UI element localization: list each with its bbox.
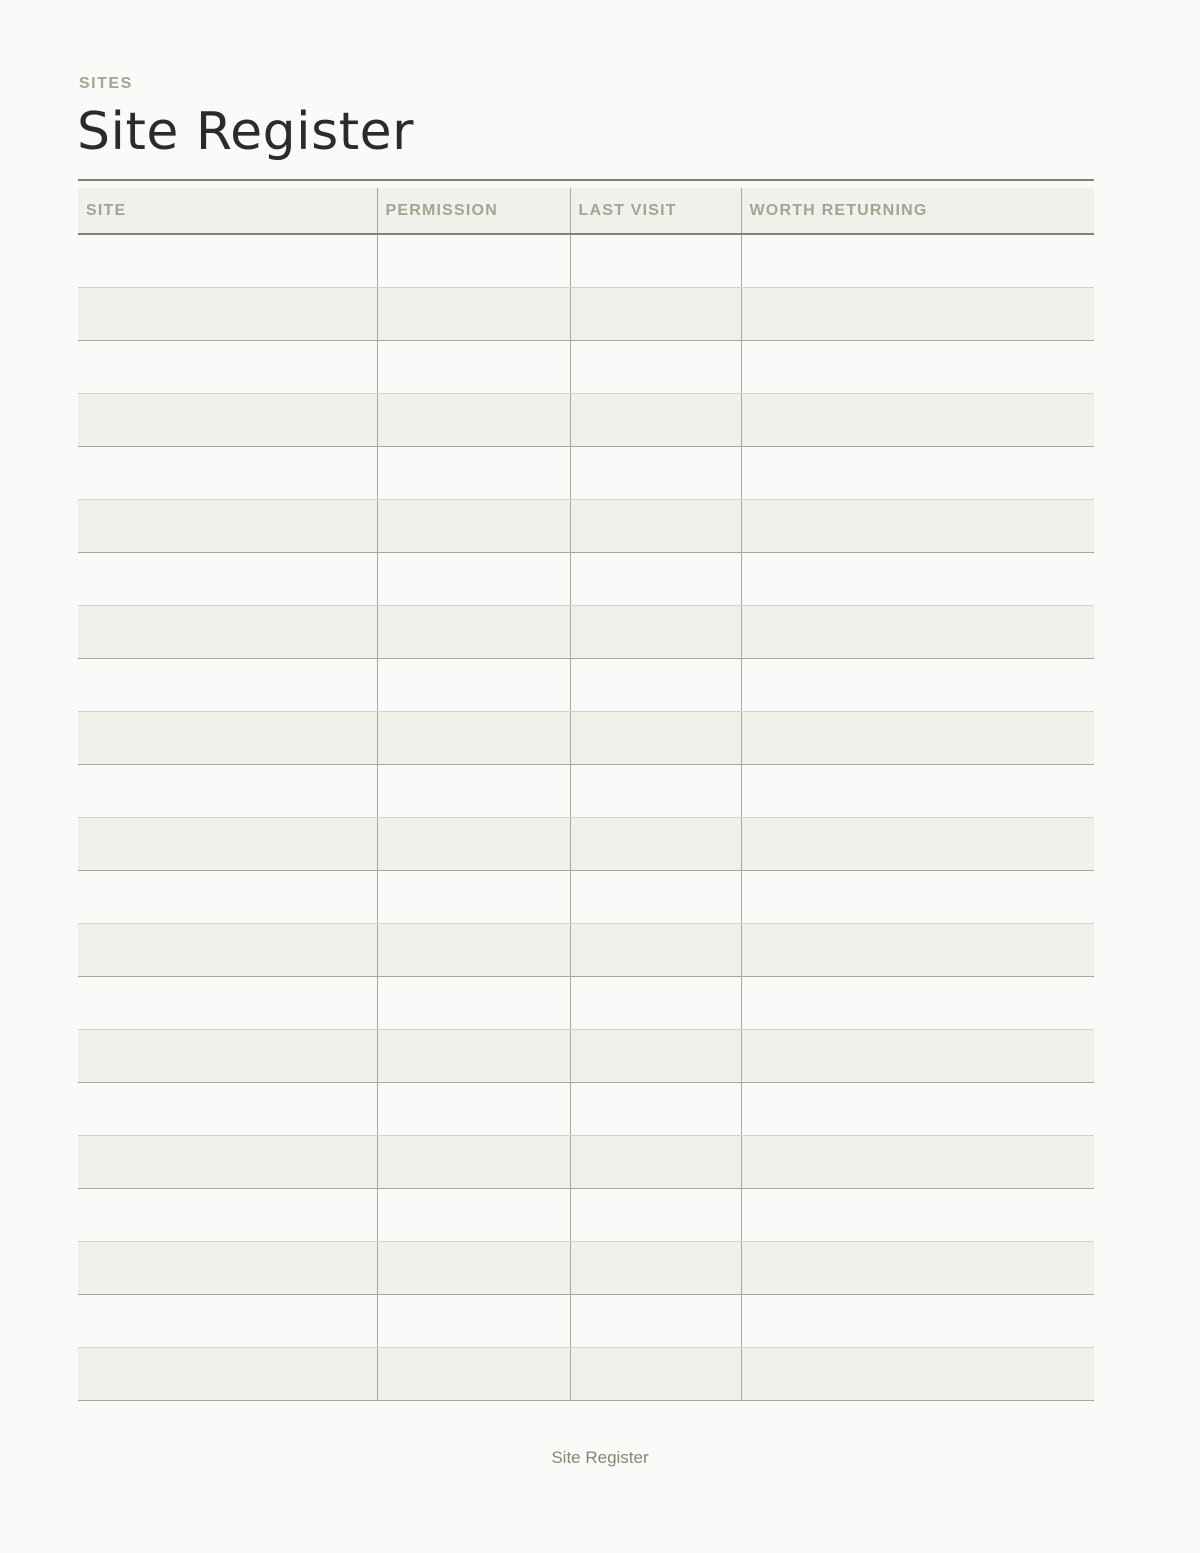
cell-last-visit[interactable]	[570, 1294, 741, 1347]
table-row	[78, 817, 1094, 870]
cell-last-visit[interactable]	[570, 1135, 741, 1188]
cell-permission[interactable]	[377, 923, 570, 976]
cell-permission[interactable]	[377, 393, 570, 446]
cell-worth-returning[interactable]	[741, 234, 1094, 287]
cell-worth-returning[interactable]	[741, 711, 1094, 764]
cell-permission[interactable]	[377, 340, 570, 393]
cell-permission[interactable]	[377, 764, 570, 817]
cell-site[interactable]	[78, 764, 377, 817]
column-header-worth-returning: WORTH RETURNING	[741, 188, 1094, 234]
cell-worth-returning[interactable]	[741, 446, 1094, 499]
cell-permission[interactable]	[377, 976, 570, 1029]
cell-worth-returning[interactable]	[741, 1082, 1094, 1135]
table-row	[78, 552, 1094, 605]
cell-site[interactable]	[78, 446, 377, 499]
cell-last-visit[interactable]	[570, 976, 741, 1029]
table-row	[78, 1082, 1094, 1135]
cell-last-visit[interactable]	[570, 393, 741, 446]
cell-permission[interactable]	[377, 1188, 570, 1241]
cell-site[interactable]	[78, 287, 377, 340]
cell-last-visit[interactable]	[570, 817, 741, 870]
table-row	[78, 1135, 1094, 1188]
table-row	[78, 923, 1094, 976]
site-register-table	[78, 188, 1094, 1401]
cell-worth-returning[interactable]	[741, 1135, 1094, 1188]
section-eyebrow: SITES	[79, 75, 133, 92]
table-row	[78, 393, 1094, 446]
cell-last-visit[interactable]	[570, 287, 741, 340]
table-row	[78, 658, 1094, 711]
cell-permission[interactable]	[377, 658, 570, 711]
cell-site[interactable]	[78, 658, 377, 711]
table-row	[78, 499, 1094, 552]
cell-permission[interactable]	[377, 446, 570, 499]
page-footer: Site Register	[551, 1448, 649, 1467]
page-title: Site Register	[77, 102, 414, 162]
table-row	[78, 287, 1094, 340]
cell-permission[interactable]	[377, 234, 570, 287]
cell-site[interactable]	[78, 1241, 377, 1294]
cell-site[interactable]	[78, 817, 377, 870]
cell-last-visit[interactable]	[570, 234, 741, 287]
cell-site[interactable]	[78, 552, 377, 605]
cell-permission[interactable]	[377, 1082, 570, 1135]
cell-permission[interactable]	[377, 817, 570, 870]
cell-worth-returning[interactable]	[741, 923, 1094, 976]
cell-site[interactable]	[78, 976, 377, 1029]
cell-site[interactable]	[78, 1082, 377, 1135]
cell-last-visit[interactable]	[570, 1029, 741, 1082]
table-row	[78, 234, 1094, 287]
table-row	[78, 870, 1094, 923]
cell-last-visit[interactable]	[570, 711, 741, 764]
table-row	[78, 976, 1094, 1029]
cell-last-visit[interactable]	[570, 923, 741, 976]
cell-worth-returning[interactable]	[741, 552, 1094, 605]
table-row	[78, 605, 1094, 658]
cell-permission[interactable]	[377, 287, 570, 340]
cell-worth-returning[interactable]	[741, 340, 1094, 393]
cell-permission[interactable]	[377, 1241, 570, 1294]
cell-site[interactable]	[78, 923, 377, 976]
cell-worth-returning[interactable]	[741, 1188, 1094, 1241]
cell-site[interactable]	[78, 1294, 377, 1347]
header-row	[78, 188, 1094, 234]
cell-site[interactable]	[78, 870, 377, 923]
cell-permission[interactable]	[377, 605, 570, 658]
title-divider	[78, 179, 1094, 181]
cell-worth-returning[interactable]	[741, 764, 1094, 817]
cell-worth-returning[interactable]	[741, 605, 1094, 658]
table-row	[78, 1294, 1094, 1347]
cell-worth-returning[interactable]	[741, 393, 1094, 446]
cell-last-visit[interactable]	[570, 340, 741, 393]
column-header-permission: PERMISSION	[377, 188, 570, 234]
table-header	[78, 188, 1094, 234]
cell-last-visit[interactable]	[570, 870, 741, 923]
cell-permission[interactable]	[377, 1347, 570, 1400]
cell-worth-returning[interactable]	[741, 1241, 1094, 1294]
cell-worth-returning[interactable]	[741, 1029, 1094, 1082]
cell-site[interactable]	[78, 393, 377, 446]
cell-worth-returning[interactable]	[741, 1347, 1094, 1400]
cell-last-visit[interactable]	[570, 446, 741, 499]
cell-site[interactable]	[78, 234, 377, 287]
cell-last-visit[interactable]	[570, 1347, 741, 1400]
table-row	[78, 1347, 1094, 1400]
cell-worth-returning[interactable]	[741, 287, 1094, 340]
cell-worth-returning[interactable]	[741, 817, 1094, 870]
table-body	[78, 234, 1094, 1400]
cell-site[interactable]	[78, 605, 377, 658]
cell-worth-returning[interactable]	[741, 870, 1094, 923]
cell-permission[interactable]	[377, 1135, 570, 1188]
cell-site[interactable]	[78, 1188, 377, 1241]
cell-permission[interactable]	[377, 552, 570, 605]
cell-permission[interactable]	[377, 1029, 570, 1082]
cell-permission[interactable]	[377, 1294, 570, 1347]
cell-worth-returning[interactable]	[741, 499, 1094, 552]
cell-worth-returning[interactable]	[741, 658, 1094, 711]
table-row	[78, 764, 1094, 817]
cell-last-visit[interactable]	[570, 552, 741, 605]
cell-last-visit[interactable]	[570, 658, 741, 711]
cell-worth-returning[interactable]	[741, 976, 1094, 1029]
cell-site[interactable]	[78, 1135, 377, 1188]
table-row	[78, 1029, 1094, 1082]
cell-site[interactable]	[78, 1029, 377, 1082]
cell-last-visit[interactable]	[570, 499, 741, 552]
cell-permission[interactable]	[377, 711, 570, 764]
table-row	[78, 446, 1094, 499]
cell-last-visit[interactable]	[570, 1082, 741, 1135]
cell-site[interactable]	[78, 1347, 377, 1400]
column-header-last-visit: LAST VISIT	[570, 188, 741, 234]
table-row	[78, 340, 1094, 393]
cell-last-visit[interactable]	[570, 1241, 741, 1294]
cell-last-visit[interactable]	[570, 764, 741, 817]
column-header-site: SITE	[78, 188, 377, 234]
cell-permission[interactable]	[377, 870, 570, 923]
cell-site[interactable]	[78, 340, 377, 393]
table-row	[78, 1241, 1094, 1294]
table-row	[78, 1188, 1094, 1241]
table-row	[78, 711, 1094, 764]
cell-permission[interactable]	[377, 499, 570, 552]
cell-site[interactable]	[78, 711, 377, 764]
cell-site[interactable]	[78, 499, 377, 552]
cell-last-visit[interactable]	[570, 1188, 741, 1241]
cell-worth-returning[interactable]	[741, 1294, 1094, 1347]
cell-last-visit[interactable]	[570, 605, 741, 658]
